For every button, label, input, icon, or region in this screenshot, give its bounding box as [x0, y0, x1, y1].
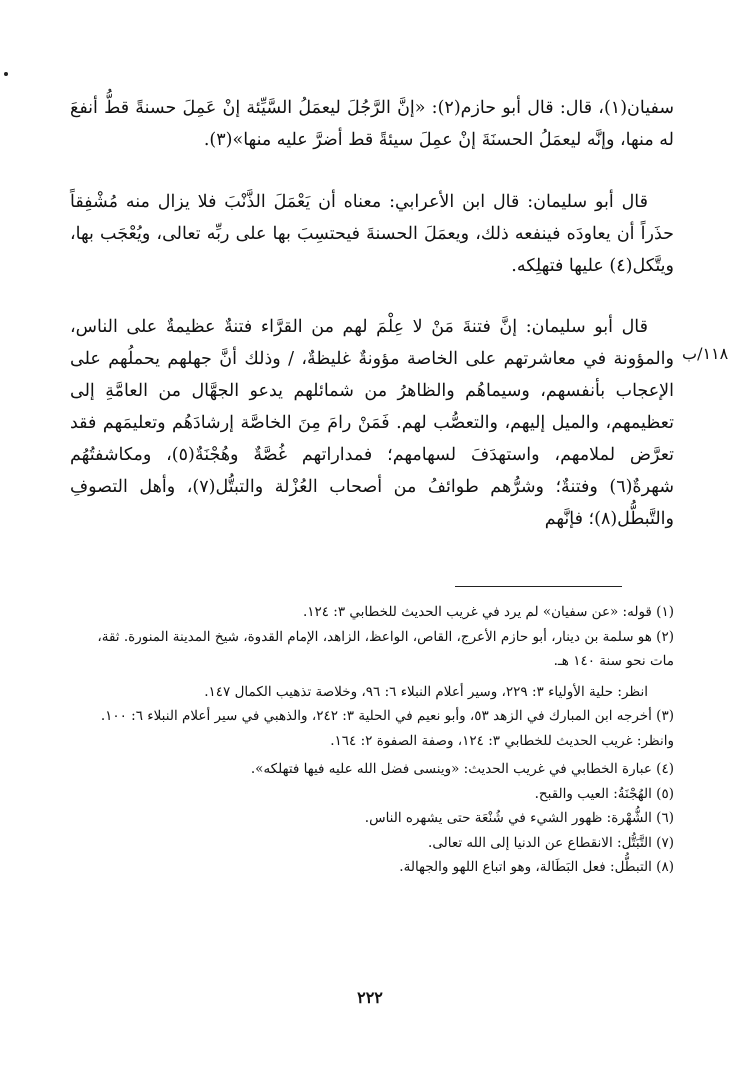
footnote-2: (٢) هو سلمة بن دينار، أبو حازم الأعرج، القاص، الواعظ، الزاهد، الإمام القدوة، شيخ المدينة المنورة. ثقة، مات نحو سنة ١٤٠ هـ.: [97, 628, 674, 669]
footnote-8: (٨) التبطُّل: فعل البَطَالة، وهو اتباع اللهو والجهالة.: [399, 859, 674, 875]
footnote-5: (٥) الهُجْنَةُ: العيب والقبح.: [534, 785, 674, 802]
paragraph-1: سفيان(١)، قال: قال أبو حازم(٢): «إنَّ الرَّجُلَ ليعمَلُ السَّيِّئة إنْ عَمِلَ حسنةً قطُّ أنفعَ له منها، وإنَّه ليعمَلُ الحسنَةَ إنْ عمِلَ سيئةً قط أضرَّ عليه منها»(٣).: [70, 98, 675, 150]
footnote-3: (٣) أخرجه ابن المبارك في الزهد ٥٣، وأبو نعيم في الحلية ٣: ٢٤٢، والذهبي في سير أعلام النبلاء ٦: ١٠٠. وانظر: غريب الحديث للخطابي ٣: ١٢٤، وصفة الصفوة ٢: ١٦٤.: [100, 708, 674, 749]
footnote-4: (٤) عبارة الخطابي في غريب الحديث: «وينسى فضل الله عليه فيها فتهلكه».: [250, 761, 674, 777]
page-number: ٢٢٢: [357, 988, 383, 1007]
paragraph-3: قال أبو سليمان: إنَّ فتنةَ مَنْ لا عِلْمَ لهم من القرَّاء فتنةٌ عظيمةٌ على الناس، والمؤونة في معاشرتهم على الخاصة مؤونةٌ غليظةٌ، / وذلك أنَّ جهلهم يحملُهم على الإعجاب بأنفسهم، وسيماهُم والظاهرُ من شمائلهم يدعو الجهَّال من العامَّةِ إلى تعظيمهم، والميل إليهم، والتعصُّب لهم. فَمَنْ رامَ مِنَ الخاصَّة إرشادَهُم وتعليمَهم فقد تعرَّض لملامهم، واستهدَفَ لسهامهم؛ فمداراتهم غُصَّةٌ وهُجْنَةٌ(٥)، ومكاشفتُهُم شهرةٌ(٦) وفتنةٌ؛ وشرُّهم طوائفُ من أصحاب العُزْلة والتبتُّل(٧)، وأهل التصوفِ والتَّبطُّل(٨)؛ فإنَّهم: [70, 317, 675, 529]
margin-dot: [4, 72, 8, 76]
footnotes: [70, 600, 674, 880]
footnote-1: (١) قوله: «عن سفيان» لم يرد في غريب الحديث للخطابي ٣: ١٢٤.: [302, 604, 674, 620]
paragraph-2: قال أبو سليمان: قال ابن الأعرابي: معناه أن يَعْمَلَ الذَّنْبَ فلا يزال منه مُشْفِقاً حذَراً أن يعاودَه فينفعه ذلك، ويعمَلَ الحسنةَ فيحتسِبَ بها على ربِّه تعالى، ويُعْجَب بها، ويتَّكل(٤) عليها فتهلِكه.: [70, 192, 674, 276]
footnote-separator: [455, 586, 622, 587]
manuscript-folio-mark: ١١٨/ب: [682, 344, 729, 363]
footnote-2-references: انظر: حلية الأولياء ٣: ٢٢٩، وسير أعلام النبلاء ٦: ٩٦، وخلاصة تذهيب الكمال ١٤٧.: [204, 683, 648, 700]
footnote-6: (٦) الشُّهْرة: ظهور الشيء في شُنْعَة حتى يشهره الناس.: [364, 810, 674, 826]
footnote-7: (٧) التَّبَتُّل: الانقطاع عن الدنيا إلى الله تعالى.: [428, 834, 674, 851]
